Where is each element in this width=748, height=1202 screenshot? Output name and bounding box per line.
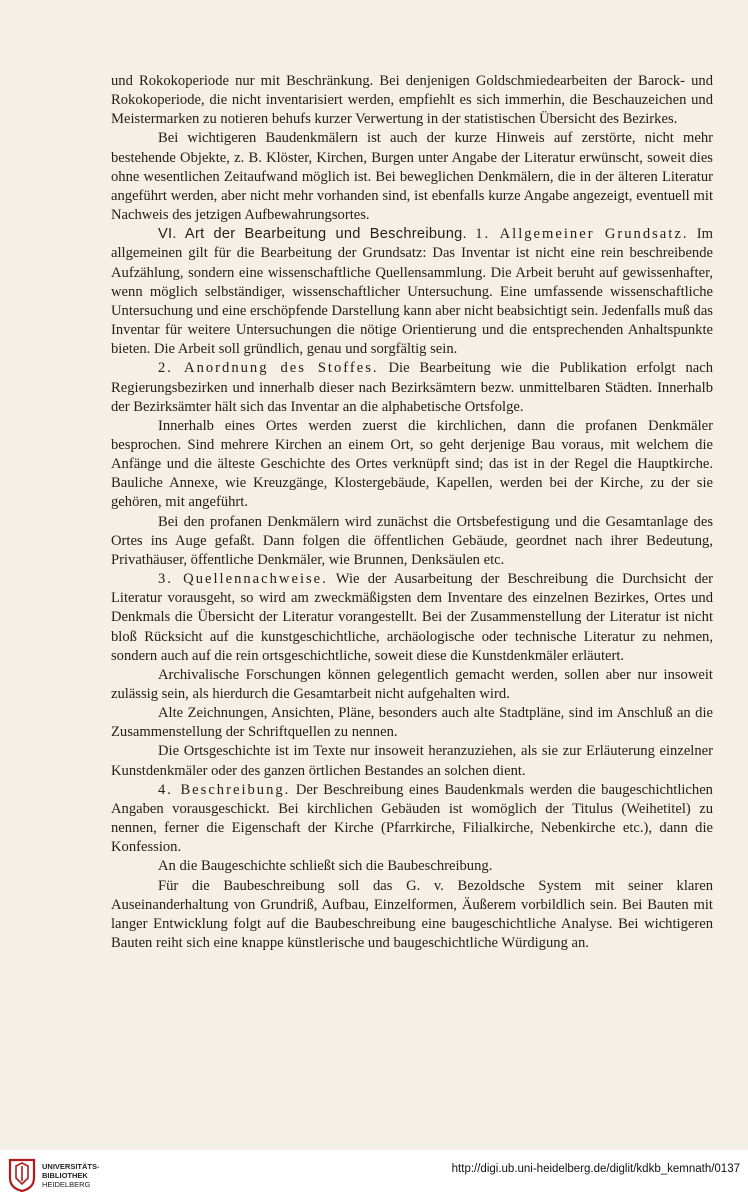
paragraph-text: Wie der Ausarbeitung der Beschreibung die Durchsicht der Literatur vorausgeht, so wird am zweckmäßigsten dem Inventare des einzelnen Bezirkes, Ortes und Denkmals die Übersicht der Literatur vorangestellt. Bei der Zusammenstellung der Literatur ist nicht bloß Rücksicht auf die kunstgeschichtliche, archäologische oder technische Literatur zu nehmen, sondern auch auf die rein ortsgeschichtliche, soweit diese die Kunstdenkmäler erläutert. — [111, 571, 714, 664]
subsection-label: 1. Allgemeiner Grundsatz. — [475, 226, 689, 243]
paragraph: und Rokokoperiode nur mit Beschränkung. Bei denjenigen Goldschmiedearbeiten der Barock- und Rokokoperiode, die nicht inventarisiert werden, empfiehlt es sich immerhin, die Beschauzeichen und Meistermarken zu notieren behufs kurzer Verwertung in der statistischen Übersicht des Bezirkes. — [111, 73, 713, 128]
subsection-label: 4. Beschreibung. — [158, 781, 291, 798]
paragraph — [111, 781, 713, 858]
section-heading: VI. Art der Bearbeitung und Beschreibung. — [158, 226, 467, 243]
library-logo-icon — [8, 1158, 36, 1192]
paragraph — [111, 570, 713, 666]
paragraph: Für die Baubeschreibung soll das G. v. Bezoldsche System mit seiner klaren Auseinanderhaltung von Grundriß, Aufbau, Einzelformen, Äußerem vorbildlich sein. Bei Bauten mit langer Entwicklung folgt auf die Baubeschreibung eine baugeschichtliche Analyse. Bei wichtigeren Bauten reiht sich eine knappe künstlerische und baugeschichtliche Würdigung an. — [111, 877, 713, 952]
library-line-3: HEIDELBERG — [42, 1180, 91, 1189]
paragraph-text: Die Bearbeitung wie die Publikation erfolgt nach Regierungsbezirken und innerhalb dieser nach Bezirksämtern bezw. unmittelbaren Städten. Innerhalb der Bezirksämter hält sich das Inventar an die alphabetische Ortsfolge. — [111, 360, 713, 415]
paragraph: Innerhalb eines Ortes werden zuerst die kirchlichen, dann die profanen Denkmäler besprochen. Sind mehrere Kirchen an einem Ort, so geht derjenige Bau voraus, mit welchem die Anfänge und die älteste Geschichte des Ortes verknüpft sind; das ist in der Regel die Hauptkirche. Bauliche Annexe, wie Kreuzgänge, Klostergebäude, Kapellen, werden bei der Kirche, zu der sie gehören, mit angeführt. — [111, 417, 713, 511]
body-text — [111, 72, 713, 953]
paragraph: Bei den profanen Denkmälern wird zunächst die Ortsbefestigung und die Gesamtanlage des Ortes ins Auge gefaßt. Dann folgen die öffentlichen Gebäude, geordnet nach ihrer Bedeutung, Privathäuser, öffentliche Denkmäler, wie Brunnen, Denksäulen etc. — [111, 513, 713, 568]
paragraph: Alte Zeichnungen, Ansichten, Pläne, besonders auch alte Stadtpläne, sind im Anschluß an die Zusammenstellung der Schriftquellen zu nennen. — [111, 705, 713, 741]
paragraph: An die Baugeschichte schließt sich die Baubeschreibung. — [158, 858, 493, 875]
paragraph — [111, 359, 713, 416]
paragraph — [111, 225, 713, 359]
paragraph: Die Ortsgeschichte ist im Texte nur insoweit heranzuziehen, als sie zur Erläuterung einzelner Kunstdenkmäler oder des ganzen örtlichen Bestandes an solchen dient. — [111, 743, 713, 779]
library-line-1: UNIVERSITÄTS- — [42, 1162, 100, 1171]
paragraph-text: Im allgemeinen gilt für die Bearbeitung der Grundsatz: Das Inventar ist nicht eine rein beschreibende Aufzählung, sondern eine wissenschaftliche Quellensammlung. Die Arbeit beruht auf gewissenhafter, wenn möglich selbständiger, wissenschaftlicher Untersuchung. Eine umfassende wissenschaftliche Untersuchung und eine erschöpfende Darstellung kann aber nicht beabsichtigt sein. Jedenfalls muß das Inventar für weitere Untersuchungen die nötige Orientierung und die entsprechenden Anhaltspunkte bieten. Die Arbeit soll gründlich, genau und sorgfältig sein. — [111, 226, 713, 358]
permalink-url[interactable]: http://digi.ub.uni-heidelberg.de/diglit/kdkb_kemnath/0137 — [451, 1163, 740, 1175]
subsection-label: 3. Quellennachweise. — [158, 571, 328, 588]
paragraph: Bei wichtigeren Baudenkmälern ist auch der kurze Hinweis auf zerstörte, nicht mehr bestehende Objekte, z. B. Klöster, Kirchen, Burgen unter Angabe der Literatur erwünscht, soweit dies ohne wesentlichen Zeitaufwand möglich ist. Bei beweglichen Denkmälern, die in der älteren Literatur angeführt werden, aber nicht mehr vorhanden sind, ist ebenfalls kurze Angabe angezeigt, eventuell mit Nachweis des jetzigen Aufbewahrungsortes. — [111, 130, 713, 224]
library-name — [42, 1162, 100, 1189]
paragraph: Archivalische Forschungen können gelegentlich gemacht werden, sollen aber nur insoweit zulässig sein, als hierdurch die Gesamtarbeit nicht aufgehalten wird. — [111, 666, 713, 702]
library-line-2: BIBLIOTHEK — [42, 1171, 88, 1180]
viewer-footer — [0, 1150, 748, 1202]
subsection-label: 2. Anordnung des Stoffes. — [158, 360, 379, 377]
paragraph-text: Der Beschreibung eines Baudenkmals werden die baugeschichtlichen Angaben vorausgeschickt. Bei kirchlichen Gebäuden ist womöglich der Titulus (Weihetitel) zu nennen, ferner die Eigenschaft der Kirche (Pfarrkirche, Filialkirche, Nebenkirche etc.), dann die Konfession. — [111, 781, 713, 856]
